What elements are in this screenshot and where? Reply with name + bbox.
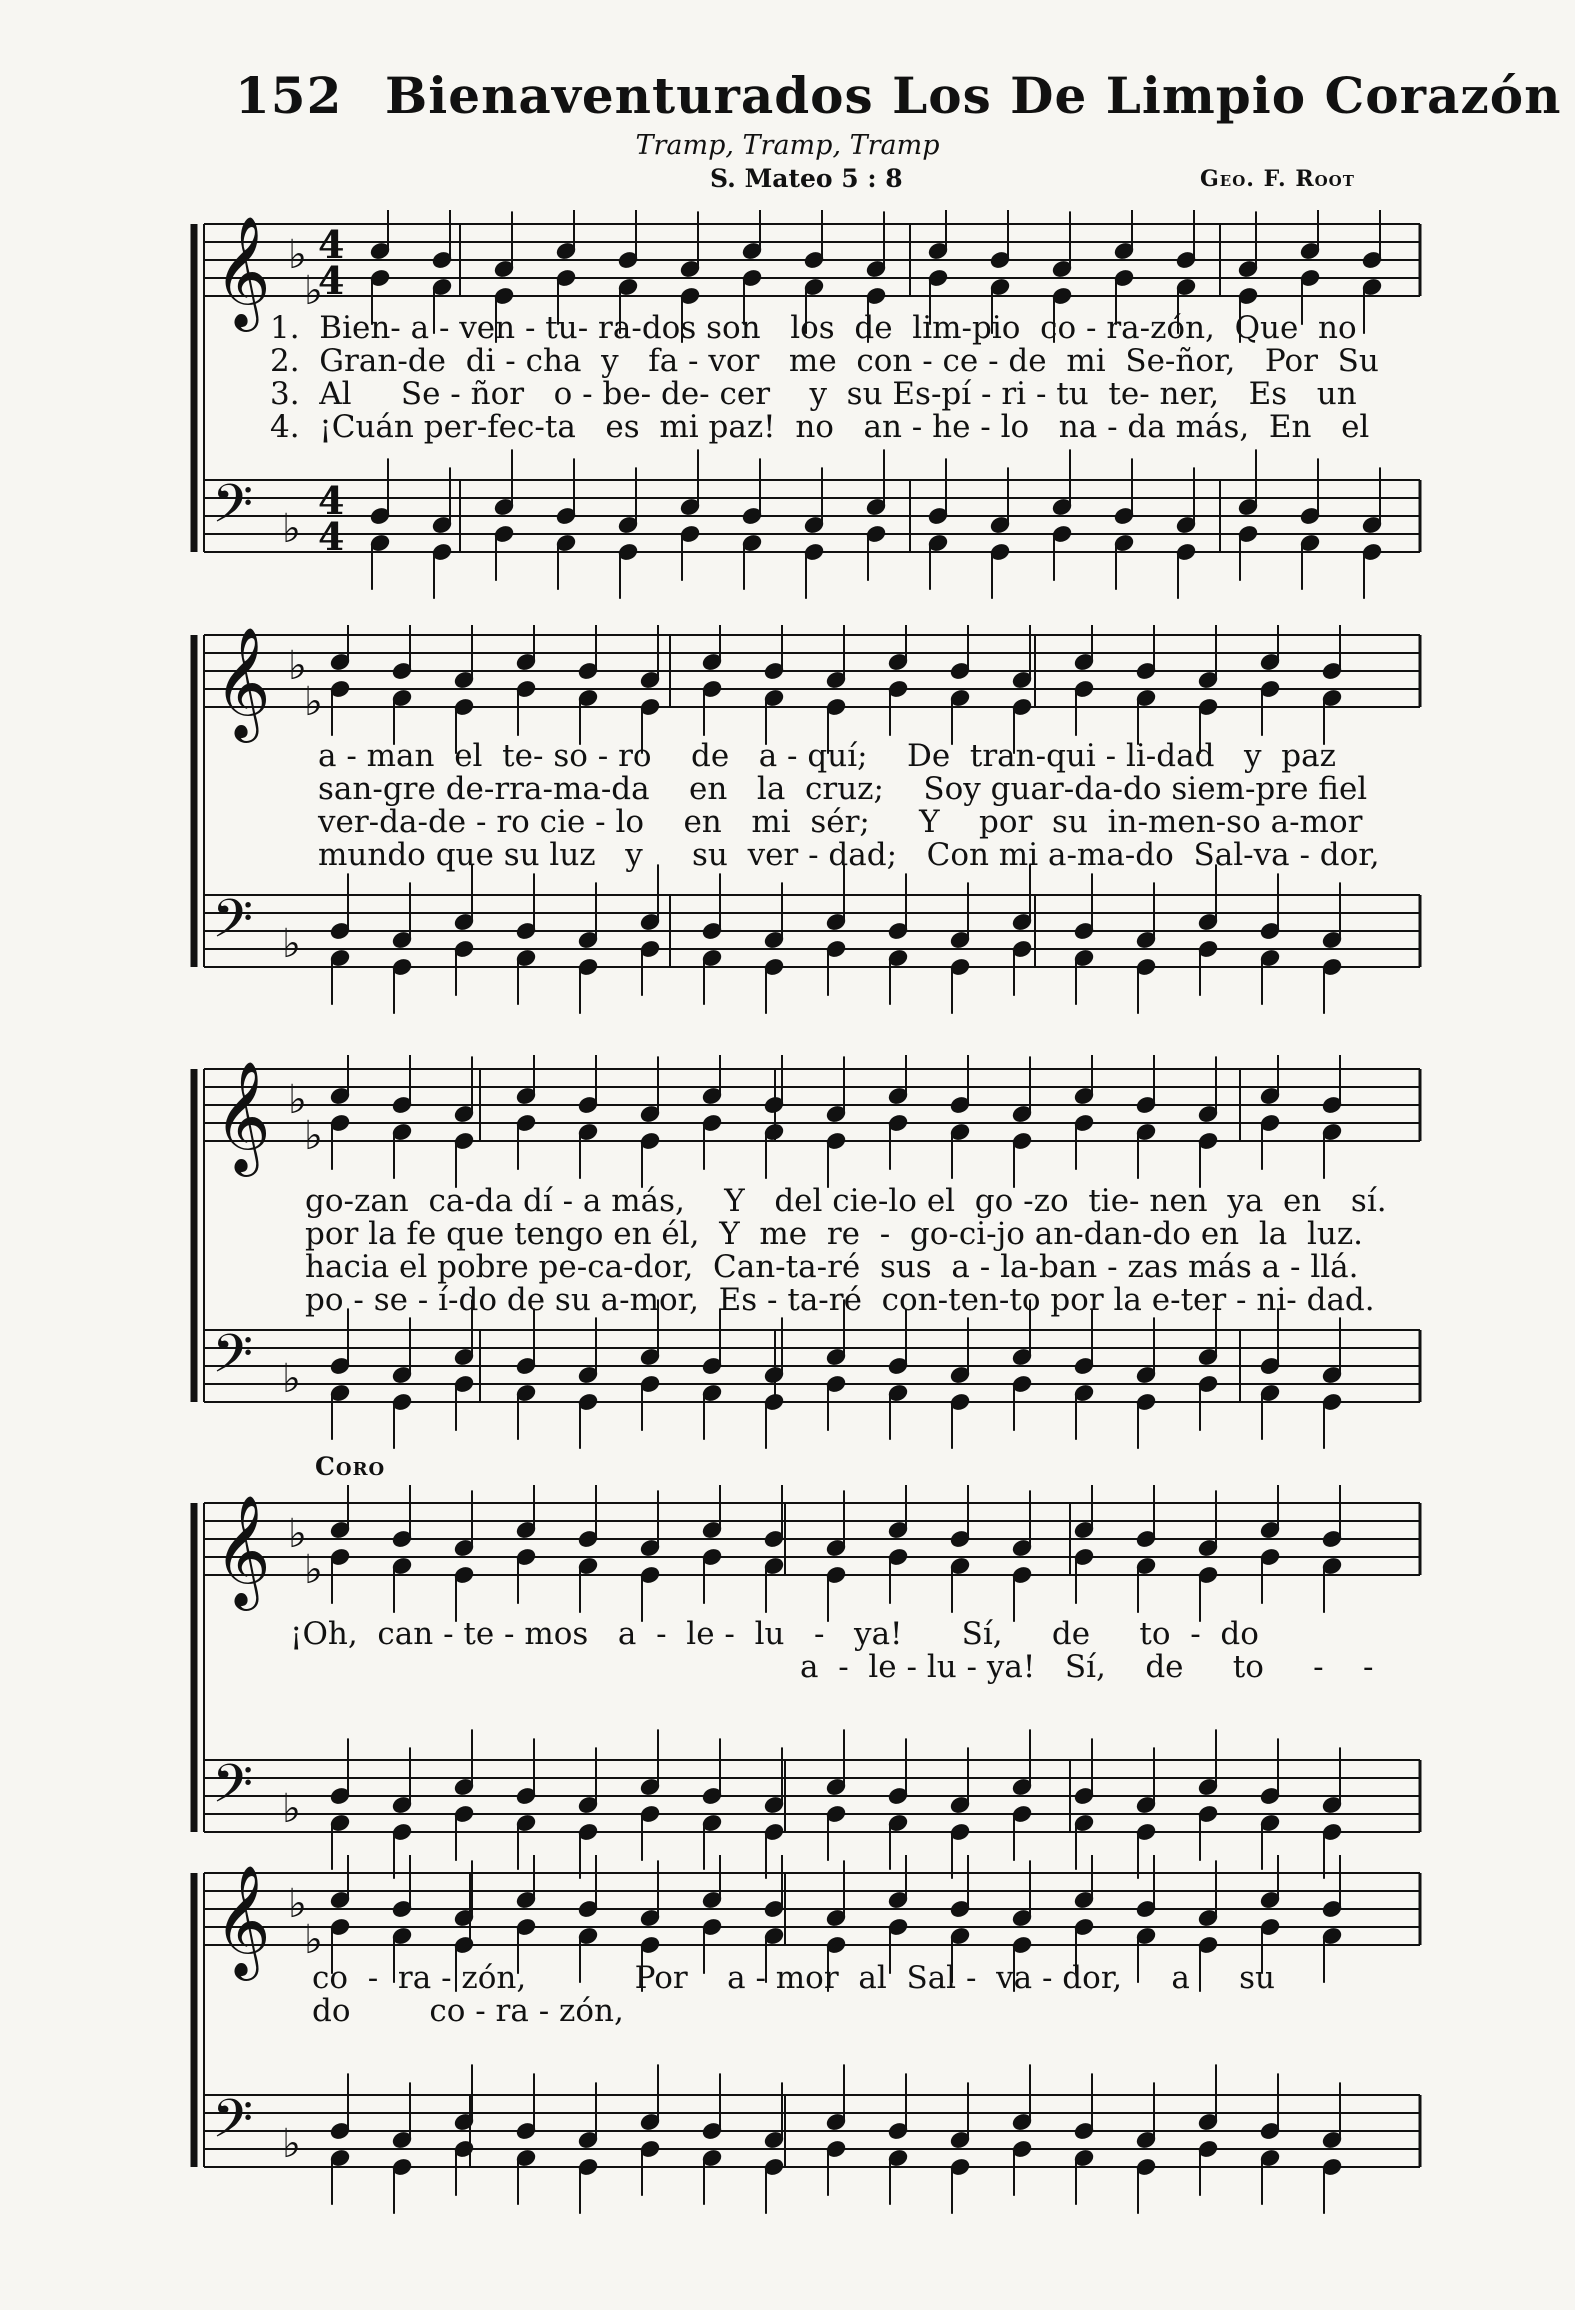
svg-text:𝄞: 𝄞 bbox=[214, 215, 271, 327]
lyric-line: 2. Gran-de di - cha y fa - vor me con - ce - de mi Se-ñor, Por Su bbox=[270, 343, 1379, 379]
lyric-line: a - le - lu - ya! Sí, de to - - bbox=[800, 1649, 1374, 1685]
lyric-line: do co - ra - zón, bbox=[312, 1993, 624, 2029]
svg-text:𝄢: 𝄢 bbox=[212, 889, 254, 963]
svg-text:𝄢: 𝄢 bbox=[212, 2089, 254, 2163]
lyric-line: po - se - í-do de su a-mor, Es - ta-ré con-ten-to por la e-ter - ni- dad. bbox=[305, 1282, 1375, 1318]
hymn-number: 152 bbox=[235, 66, 343, 125]
lyric-line: san-gre de-rra-ma-da en la cruz; Soy guar-da-do siem-pre fiel bbox=[318, 771, 1368, 807]
tune-name: Tramp, Tramp, Tramp bbox=[635, 130, 940, 161]
music-system-5 bbox=[190, 1855, 1430, 2255]
svg-text:♭: ♭ bbox=[288, 643, 307, 689]
svg-text:♭: ♭ bbox=[282, 506, 301, 552]
lyric-line: 3. Al Se - ñor o - be- de- cer y su Es-pí - ri - tu te- ner, Es un bbox=[270, 376, 1357, 412]
svg-text:4: 4 bbox=[318, 478, 345, 523]
svg-text:♭: ♭ bbox=[304, 268, 323, 314]
scripture-reference: S. Mateo 5 : 8 bbox=[710, 164, 903, 193]
lyric-line: ver-da-de - ro cie - lo en mi sér; Y por su in-men-so a-mor bbox=[318, 804, 1363, 840]
hymn-title: Bienaventurados Los De Limpio Corazón bbox=[385, 66, 1562, 125]
svg-text:4: 4 bbox=[318, 258, 345, 303]
lyric-line: go-zan ca-da dí - a más, Y del cie-lo el go -zo tie- nen ya en sí. bbox=[305, 1183, 1387, 1219]
composer-credit: Geo. F. Root bbox=[1200, 166, 1355, 192]
lyric-line: a - man el te- so - ro de a - quí; De tran-qui - li-dad y paz bbox=[318, 738, 1336, 774]
svg-text:♭: ♭ bbox=[282, 2121, 301, 2167]
lyric-line: hacia el pobre pe-ca-dor, Can-ta-ré sus a - la-ban - zas más a - llá. bbox=[305, 1249, 1359, 1285]
svg-text:♭: ♭ bbox=[304, 1113, 323, 1159]
svg-text:♭: ♭ bbox=[288, 1077, 307, 1123]
svg-text:♭: ♭ bbox=[282, 1786, 301, 1832]
lyric-line: ¡Oh, can - te - mos a - le - lu - ya! Sí, de to - do bbox=[290, 1616, 1259, 1652]
lyric-line: 4. ¡Cuán per-fec-ta es mi paz! no an - he - lo na - da más, En el bbox=[270, 409, 1370, 445]
svg-text:♭: ♭ bbox=[282, 1356, 301, 1402]
lyric-line: 1. Bien- a - ven - tu- ra-dos son los de lim-pio co - ra-zón, Que no bbox=[270, 310, 1357, 346]
svg-text:𝄢: 𝄢 bbox=[212, 1324, 254, 1398]
chorus-label: Coro bbox=[315, 1452, 386, 1481]
music-system-4 bbox=[190, 1485, 1430, 1885]
svg-text:♭: ♭ bbox=[304, 1917, 323, 1963]
svg-text:♭: ♭ bbox=[288, 232, 307, 278]
grand-staff-5 bbox=[190, 1855, 1430, 2255]
svg-text:♭: ♭ bbox=[282, 921, 301, 967]
svg-text:♭: ♭ bbox=[288, 1511, 307, 1557]
svg-text:𝄢: 𝄢 bbox=[212, 474, 254, 548]
svg-text:♭: ♭ bbox=[304, 679, 323, 725]
grand-staff-4 bbox=[190, 1485, 1430, 1885]
lyric-line: mundo que su luz y su ver - dad; Con mi a-ma-do Sal-va - dor, bbox=[318, 837, 1380, 873]
svg-text:𝄞: 𝄞 bbox=[214, 626, 271, 738]
lyric-line: por la fe que tengo en él, Y me re - go-ci-jo an-dan-do en la luz. bbox=[305, 1216, 1364, 1252]
svg-text:𝄢: 𝄢 bbox=[212, 1754, 254, 1828]
svg-text:♭: ♭ bbox=[304, 1547, 323, 1593]
svg-text:𝄞: 𝄞 bbox=[214, 1494, 271, 1606]
svg-text:𝄞: 𝄞 bbox=[214, 1060, 271, 1172]
hymn-header bbox=[235, 66, 1562, 136]
svg-text:♭: ♭ bbox=[288, 1881, 307, 1927]
lyric-line: co - ra - zón, Por a - mor al Sal - va - dor, a su bbox=[312, 1960, 1275, 1996]
svg-text:4: 4 bbox=[318, 222, 345, 267]
svg-text:𝄞: 𝄞 bbox=[214, 1864, 271, 1976]
svg-text:4: 4 bbox=[318, 514, 345, 559]
